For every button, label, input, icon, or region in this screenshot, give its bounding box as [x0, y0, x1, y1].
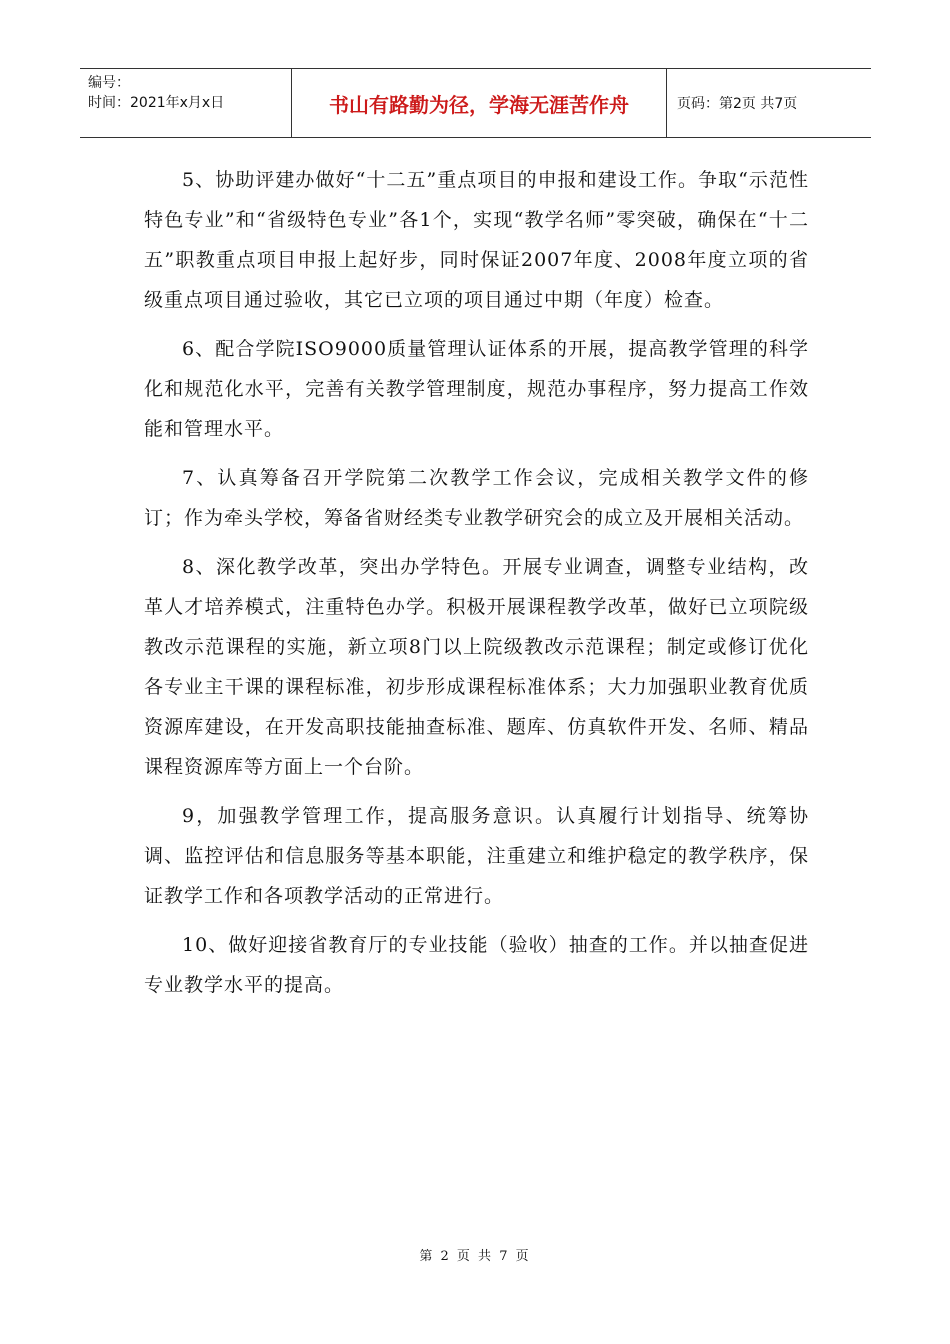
header-page-label: 页码：第2页 共7页 — [677, 96, 798, 112]
page-header — [80, 68, 871, 138]
header-motto: 书山有路勤为径，学海无涯苦作舟 — [292, 69, 667, 137]
paragraph-5: 5、协助评建办做好“十二五”重点项目的申报和建设工作。争取“示范性特色专业”和“省级特色专业”各1个，实现“教学名师”零突破，确保在“十二五”职教重点项目申报上起好步，同时保证2007年度、2008年度立项的省级重点项目通过验收，其它已立项的项目通过中期（年度）检查。 — [144, 169, 809, 311]
document-body — [144, 160, 809, 1014]
time-label: 时间：2021年x月x日 — [88, 95, 225, 111]
page-footer: 第 2 页 共 7 页 — [419, 1249, 531, 1264]
paragraph-7: 7、认真筹备召开学院第二次教学工作会议，完成相关教学文件的修订；作为牵头学校，筹备省财经类专业教学研究会的成立及开展相关活动。 — [144, 467, 809, 529]
paragraph-6: 6、配合学院ISO9000质量管理认证体系的开展，提高教学管理的科学化和规范化水平，完善有关教学管理制度，规范办事程序，努力提高工作效能和管理水平。 — [144, 338, 809, 440]
header-meta — [80, 69, 292, 137]
number-label: 编号： — [88, 75, 130, 91]
paragraph-9: 9，加强教学管理工作，提高服务意识。认真履行计划指导、统筹协调、监控评估和信息服务等基本职能，注重建立和维护稳定的教学秩序，保证教学工作和各项教学活动的正常进行。 — [144, 805, 809, 907]
paragraph-8: 8、深化教学改革，突出办学特色。开展专业调查，调整专业结构，改革人才培养模式，注重特色办学。积极开展课程教学改革，做好已立项院级教改示范课程的实施，新立项8门以上院级教改示范课程；制定或修订优化各专业主干课的课程标准，初步形成课程标准体系；大力加强职业教育优质资源库建设，在开发高职技能抽查标准、题库、仿真软件开发、名师、精品课程资源库等方面上一个台阶。 — [144, 556, 809, 778]
paragraph-10: 10、做好迎接省教育厅的专业技能（验收）抽查的工作。并以抽查促进专业教学水平的提高。 — [144, 934, 809, 996]
